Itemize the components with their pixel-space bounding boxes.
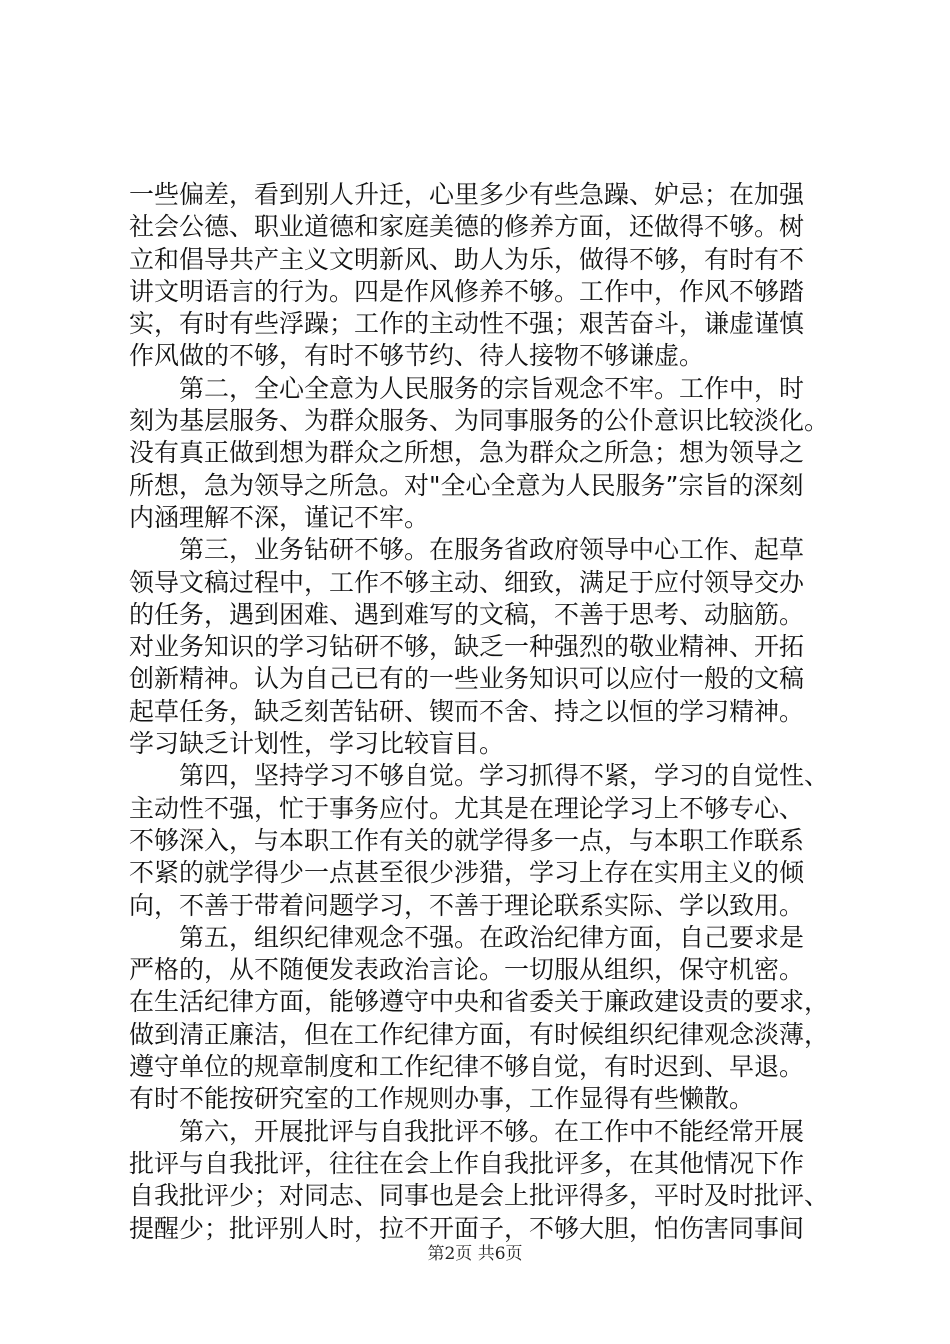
text-line: 内涵理解不深，谨记不牢。	[129, 502, 430, 532]
text-line: 领导文稿过程中，工作不够主动、细致，满足于应付领导交办	[129, 567, 805, 597]
text-line: 主动性不强，忙于事务应付。尤其是在理论学习上不够专心、	[129, 793, 805, 823]
text-line: 学习缺乏计划性，学习比较盲目。	[129, 729, 505, 759]
text-line: 第二，全心全意为人民服务的宗旨观念不牢。工作中，时	[129, 373, 805, 403]
text-line: 第四，坚持学习不够自觉。学习抓得不紧，学习的自觉性、	[129, 761, 830, 791]
text-line: 没有真正做到想为群众之所想，急为群众之所急；想为领导之	[129, 438, 805, 468]
text-line: 实，有时有些浮躁；工作的主动性不强；艰苦奋斗，谦虚谨慎	[129, 309, 805, 339]
text-line: 做到清正廉洁，但在工作纪律方面，有时候组织纪律观念淡薄，	[129, 1019, 830, 1049]
text-line: 自我批评少；对同志、同事也是会上批评得多，平时及时批评、	[129, 1181, 830, 1211]
text-line: 有时不能按研究室的工作规则办事，工作显得有些懒散。	[129, 1084, 755, 1114]
text-line: 一些偏差，看到别人升迁，心里多少有些急躁、妒忌；在加强	[129, 180, 805, 209]
text-line: 遵守单位的规章制度和工作纪律不够自觉，有时迟到、早退。	[129, 1052, 805, 1082]
text-line: 不够深入，与本职工作有关的就学得多一点，与本职工作联系	[129, 825, 805, 855]
text-line: 刻为基层服务、为群众服务、为同事服务的公仆意识比较淡化。	[129, 406, 830, 436]
text-line: 在生活纪律方面，能够遵守中央和省委关于廉政建设责的要求，	[129, 987, 830, 1017]
text-line: 起草任务，缺乏刻苦钻研、锲而不舍、持之以恒的学习精神。	[129, 696, 805, 726]
text-line: 所想，急为领导之所急。对"全心全意为人民服务”宗旨的深刻	[129, 470, 804, 500]
page-footer: 第2页 共6页	[427, 1244, 523, 1264]
text-line: 讲文明语言的行为。四是作风修养不够。工作中，作风不够踏	[129, 276, 805, 306]
text-line: 提醒少；批评别人时，拉不开面子，不够大胆，怕伤害同事间	[129, 1213, 805, 1243]
text-line: 第五，组织纪律观念不强。在政治纪律方面，自己要求是	[129, 922, 805, 952]
body-text	[129, 179, 839, 1245]
text-line: 不紧的就学得少一点甚至很少涉猎，学习上存在实用主义的倾	[129, 858, 805, 888]
text-line: 立和倡导共产主义文明新风、助人为乐，做得不够，有时有不	[129, 244, 805, 274]
text-line: 向，不善于带着问题学习，不善于理论联系实际、学以致用。	[129, 890, 805, 920]
text-line: 创新精神。认为自己已有的一些业务知识可以应付一般的文稿	[129, 664, 805, 694]
text-line: 对业务知识的学习钻研不够，缺乏一种强烈的敬业精神、开拓	[129, 632, 805, 662]
text-line: 严格的，从不随便发表政治言论。一切服从组织，保守机密。	[129, 955, 805, 985]
text-line: 第三，业务钻研不够。在服务省政府领导中心工作、起草	[129, 535, 805, 565]
text-line: 第六，开展批评与自我批评不够。在工作中不能经常开展	[129, 1116, 805, 1146]
text-line: 社会公德、职业道德和家庭美德的修养方面，还做得不够。树	[129, 212, 805, 242]
text-line: 批评与自我批评，往往在会上作自我批评多，在其他情况下作	[129, 1148, 805, 1178]
text-line: 作风做的不够，有时不够节约、待人接物不够谦虚。	[129, 341, 705, 371]
text-line: 的任务，遇到困难、遇到难写的文稿，不善于思考、动脑筋。	[129, 599, 805, 629]
